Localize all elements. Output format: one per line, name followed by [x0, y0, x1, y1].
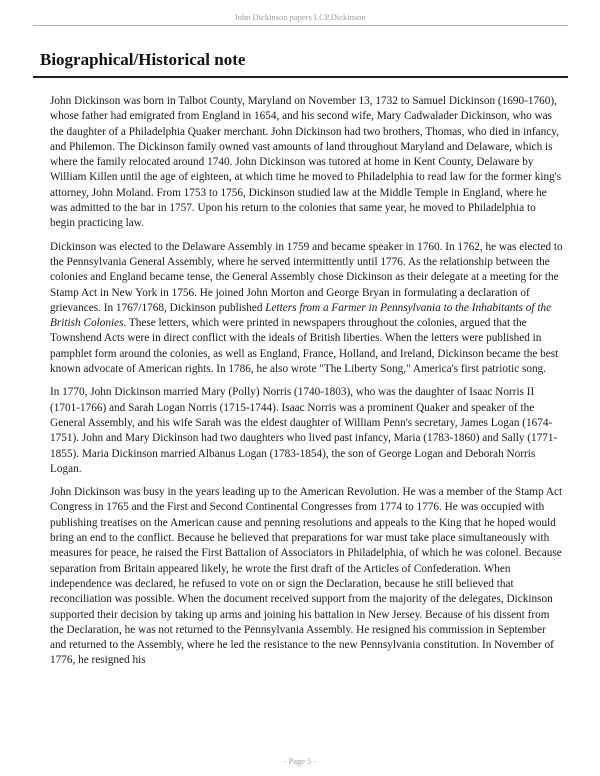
publication-title: Letters from a Farmer in Pennsylvania to the Inhabitants of the British Colonies	[50, 301, 552, 330]
header-divider	[33, 25, 568, 26]
running-header: John Dickinson papers LCP.Dickinson	[234, 12, 366, 22]
paragraph-early-life: John Dickinson was born in Talbot County, Maryland on November 13, 1732 to Samuel Dickinson (1690-1760), whose father had emigrated from England in 1654, and his second wife, Mary Cadwalader Dickinson, who was the daughter of a Philadelphia Quaker merchant. John Dickinson had two brothers, Thomas, who died in infancy, and Philemon. The Dickinson family owned vast amounts of land throughout Maryland and Delaware, which is where the family relocated around 1740. John Dickinson was tutored at home in Kent County, Delaware by William Killen until the age of eighteen, at which time he moved to Philadelphia to read law for the former king's attorney, John Moland. From 1753 to 1756, Dickinson studied law at the Middle Temple in England, where he was admitted to the bar in 1757. Upon his return to the colonies that same year, he moved to Philadelphia to begin practicing law.	[50, 95, 562, 230]
paragraph-revolution: John Dickinson was busy in the years leading up to the American Revolution. He was a member of the Stamp Act Congress in 1765 and the First and Second Continental Congresses from 1774 to 1776. He was occupied with publishing treatises on the American cause and penning resolutions and appeals to the King that he hoped would bring an end to the conflict. Because he believed that preparations for war must take place simultaneously with measures for peace, he raised the First Battalion of Associators in Philadelphia, of which he was colonel. Because separation from Britain appeared likely, he wrote the first draft of the Articles of Confederation. When independence was declared, he refused to vote on or sign the Declaration, because he still believed that reconciliation was possible. When the document received support from the majority of the delegates, Dickinson supported their decision by taking up arms and joining his battalion in New Jersey. Because of his dissent from the Declaration, he was not returned to the Pennsylvania Assembly. He resigned his commission in September and returned to the Assembly, where he led the resistance to the new Pennsylvania constitution. In November of 1776, he resigned his	[50, 486, 563, 667]
title-divider	[33, 76, 568, 78]
paragraph-text: Dickinson was elected to the Delaware Assembly in 1759 and became speaker in 1760. In 1762, he was elected to the Pennsylvania General Assembly, where he served intermittently until 1776. As the relationship between the colonies and England became tense, the General Assembly chose Dickinson as their delegate at a meeting for the Stamp Act in New York in 1756. He joined John Morton and George Bryan in formulating a declaration of grievances. In 1767/1768, Dickinson published	[50, 240, 563, 314]
paragraph-marriage: In 1770, John Dickinson married Mary (Polly) Norris (1740-1803), who was the daughter of Isaac Norris II (1701-1766) and Sarah Logan Norris (1715-1744). Isaac Norris was a prominent Quaker and speaker of the General Assembly, and his wife Sarah was the eldest daughter of William Penn's secretary, James Logan (1674-1751). John and Mary Dickinson had two daughters who lived past infancy, Maria (1783-1860) and Sally (1771-1855). Maria Dickinson married Albanus Logan (1783-1854), the son of George Logan and Deborah Norris Logan.	[50, 386, 558, 475]
section-title: Biographical/Historical note	[40, 50, 246, 69]
paragraph-text: . These letters, which were printed in newspapers throughout the colonies, argued that the Townshend Acts were in direct conflict with the ideals of British liberties. When the letters were published in pamphlet form around the colonies, as well as England, France, Holland, and Ireland, Dickinson became the best known advocate of American rights. In 1786, he also wrote "The Liberty Song," America's first patriotic song.	[50, 317, 559, 376]
paragraph-political-career	[50, 240, 563, 378]
page-number: - Page 5 -	[283, 756, 317, 766]
biographical-note-body	[50, 94, 563, 677]
